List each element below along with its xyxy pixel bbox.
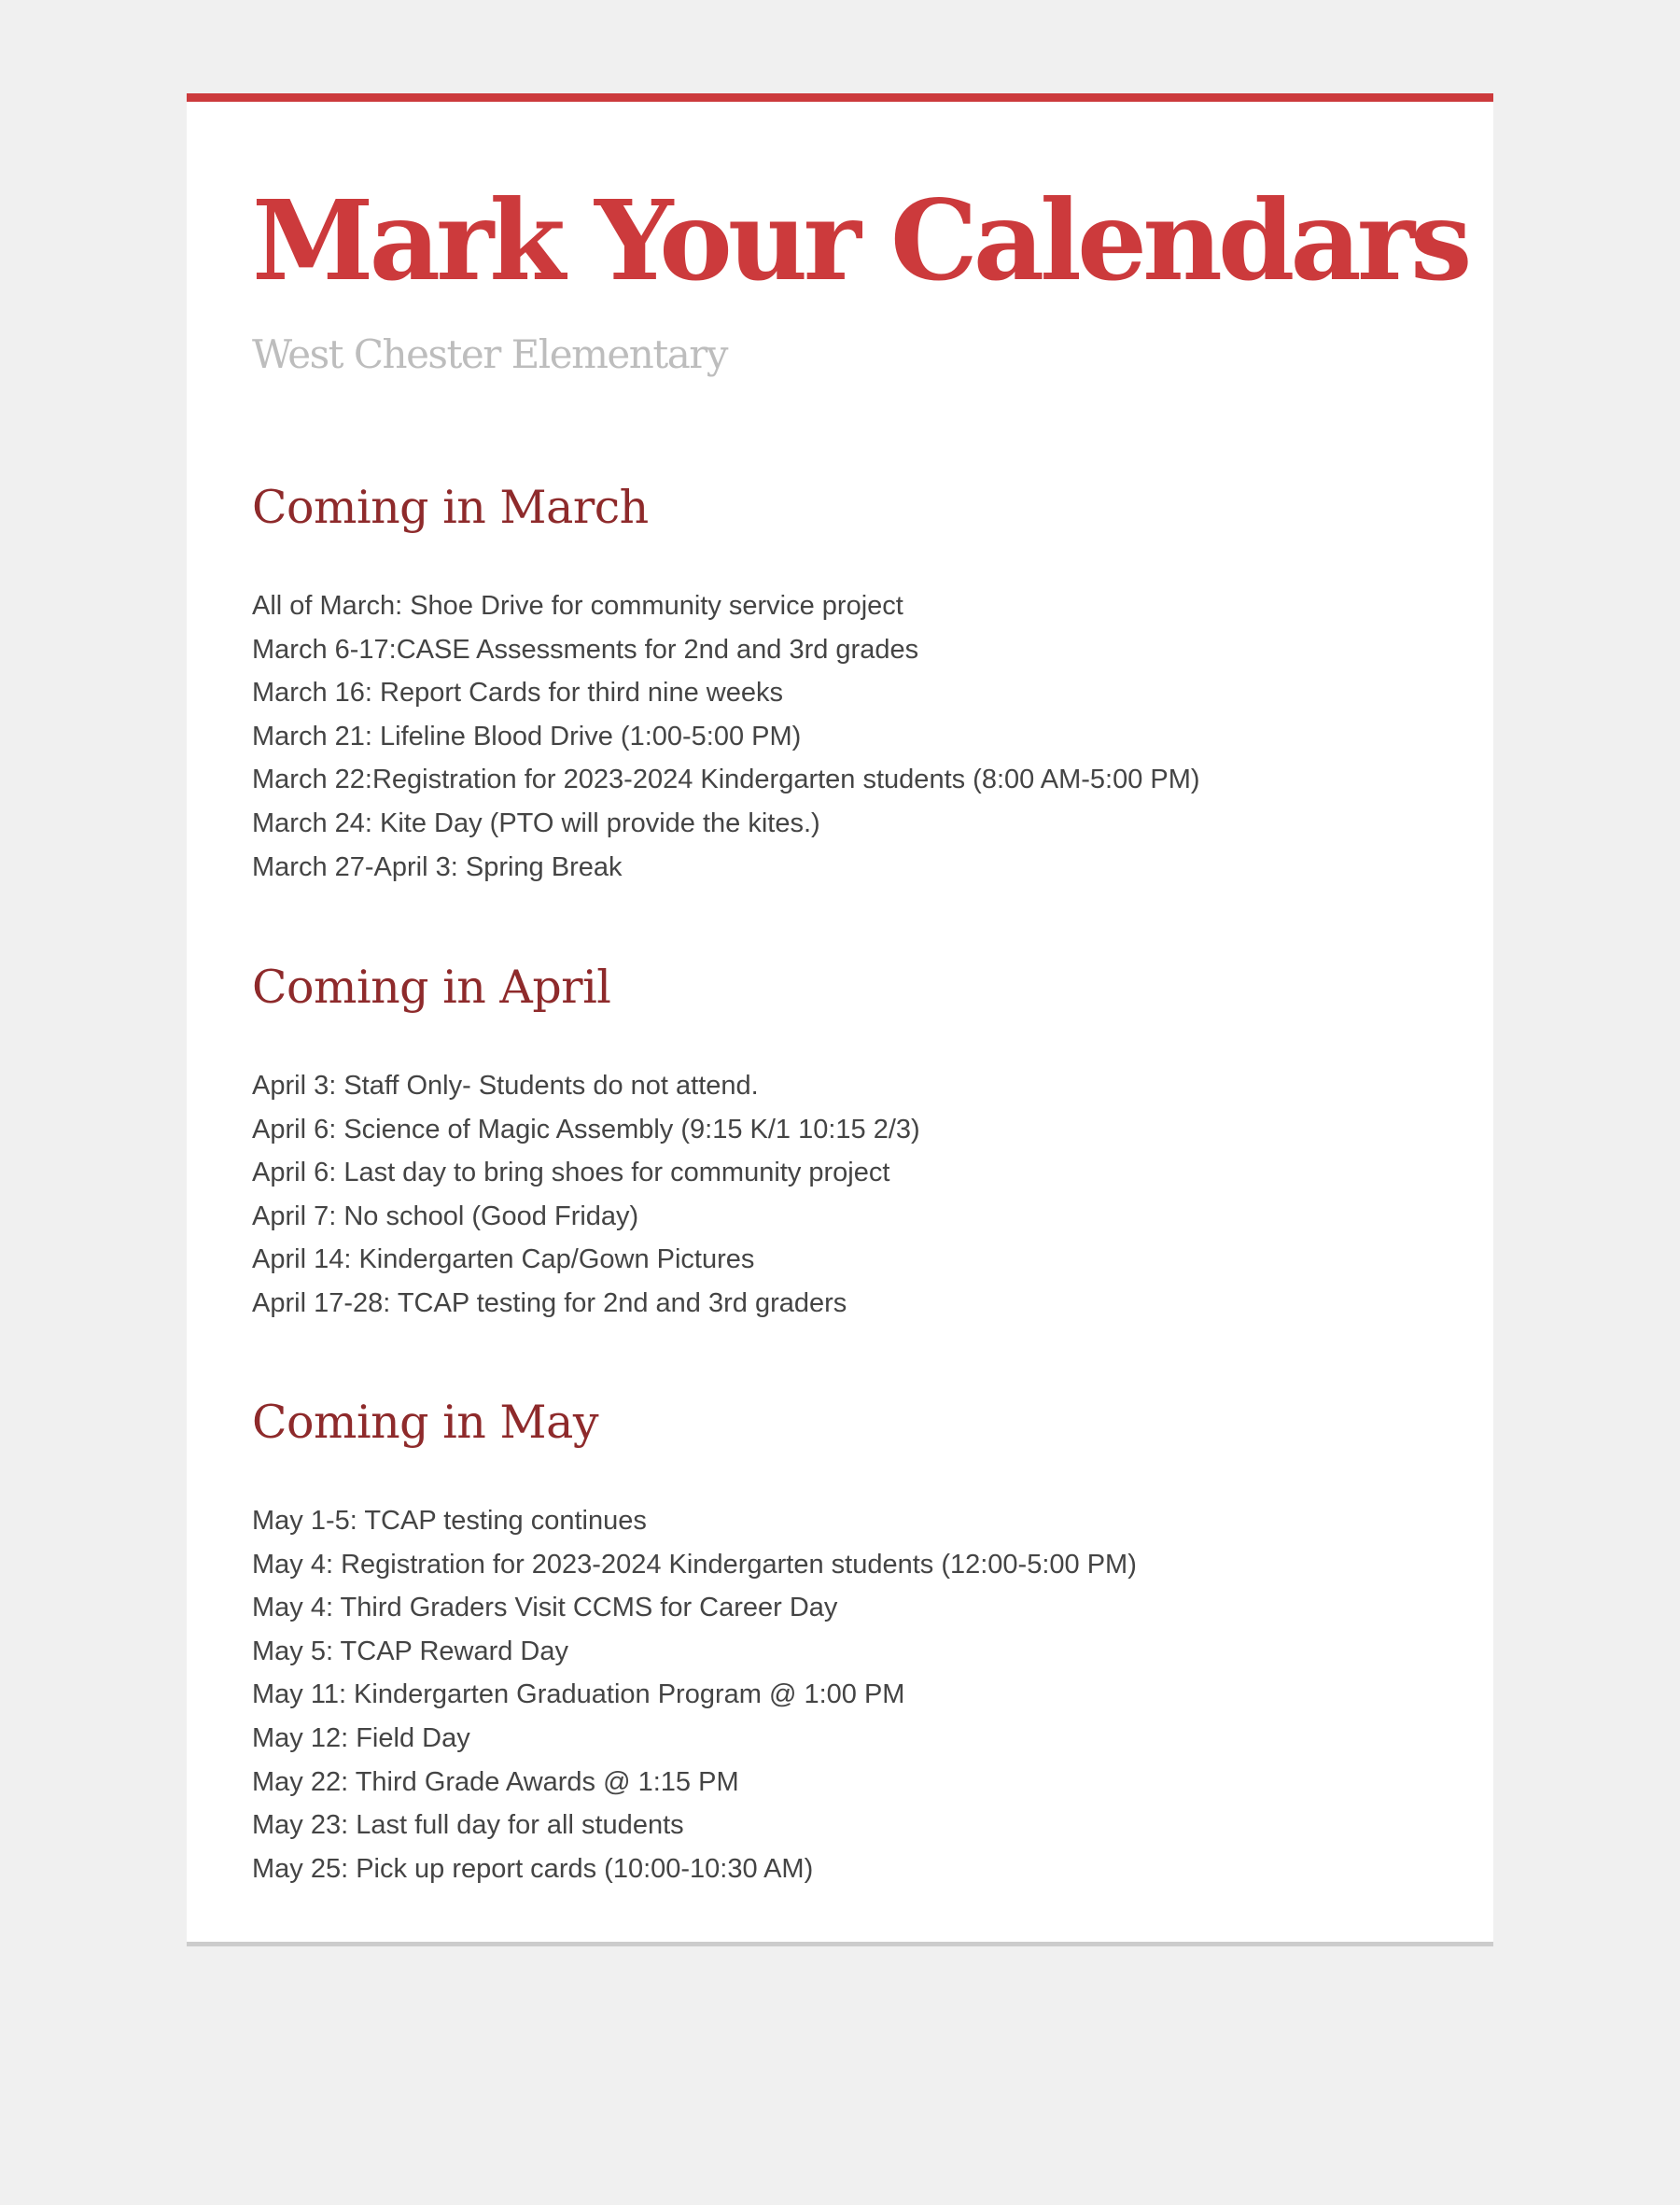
section-may xyxy=(252,1396,1428,1890)
section-heading-april: Coming in April xyxy=(252,961,611,1014)
event-item: All of March: Shoe Drive for community service project xyxy=(252,591,903,621)
event-item: March 24: Kite Day (PTO will provide the kites.) xyxy=(252,808,820,838)
event-list-march xyxy=(252,584,1428,889)
event-item: March 21: Lifeline Blood Drive (1:00-5:00 PM) xyxy=(252,721,802,751)
newsletter-card xyxy=(187,93,1493,1946)
event-item: May 4: Third Graders Visit CCMS for Career Day xyxy=(252,1593,838,1623)
section-march xyxy=(252,481,1428,889)
event-item: March 27-April 3: Spring Break xyxy=(252,851,623,882)
event-item: May 5: TCAP Reward Day xyxy=(252,1636,568,1666)
event-list-may xyxy=(252,1499,1428,1890)
section-april xyxy=(252,961,1428,1326)
event-item: April 6: Science of Magic Assembly (9:15 K/1 10:15 2/3) xyxy=(252,1114,920,1145)
event-item: March 6-17:CASE Assessments for 2nd and 3rd grades xyxy=(252,634,919,665)
event-item: April 14: Kindergarten Cap/Gown Pictures xyxy=(252,1244,755,1275)
event-item: May 22: Third Grade Awards @ 1:15 PM xyxy=(252,1766,739,1797)
section-heading-may: Coming in May xyxy=(252,1396,599,1449)
event-item: April 17-28: TCAP testing for 2nd and 3rd graders xyxy=(252,1287,847,1318)
event-list-april xyxy=(252,1064,1428,1326)
event-item: May 25: Pick up report cards (10:00-10:30 AM) xyxy=(252,1853,814,1884)
page-title: Mark Your Calendars xyxy=(252,176,1468,305)
event-item: April 6: Last day to bring shoes for community project xyxy=(252,1158,890,1188)
event-item: May 1-5: TCAP testing continues xyxy=(252,1506,647,1536)
event-item: March 22:Registration for 2023-2024 Kindergarten students (8:00 AM-5:00 PM) xyxy=(252,765,1200,795)
event-item: May 11: Kindergarten Graduation Program @ 1:00 PM xyxy=(252,1679,905,1710)
event-item: March 16: Report Cards for third nine weeks xyxy=(252,678,783,709)
event-item: May 12: Field Day xyxy=(252,1722,470,1753)
event-item: May 4: Registration for 2023-2024 Kindergarten students (12:00-5:00 PM) xyxy=(252,1549,1137,1580)
event-item: April 3: Staff Only- Students do not attend. xyxy=(252,1071,759,1101)
event-item: April 7: No school (Good Friday) xyxy=(252,1201,639,1231)
section-heading-march: Coming in March xyxy=(252,481,649,534)
school-name: West Chester Elementary xyxy=(252,331,728,377)
event-item: May 23: Last full day for all students xyxy=(252,1810,684,1841)
